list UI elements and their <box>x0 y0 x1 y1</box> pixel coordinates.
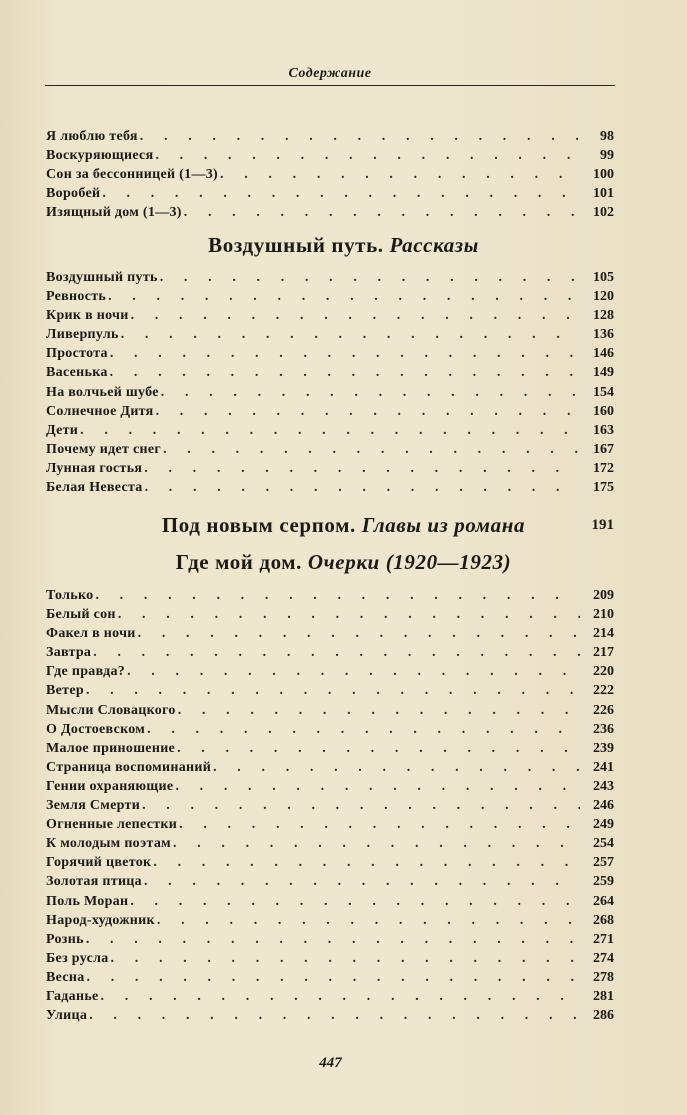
toc-entry-page: 154 <box>593 384 614 400</box>
toc-entry-page: 214 <box>593 626 614 642</box>
toc-entry-page: 264 <box>593 893 614 909</box>
dot-leader <box>127 662 580 681</box>
toc-entry-page: 160 <box>593 403 614 419</box>
dot-leader <box>179 815 580 834</box>
dot-leader <box>220 165 580 184</box>
toc-entry <box>46 662 614 681</box>
toc-entry <box>46 930 614 949</box>
toc-entry-title: Народ-художник <box>46 912 155 928</box>
toc-entry <box>46 1006 614 1025</box>
toc-entry-page: 257 <box>593 855 614 871</box>
toc-entry <box>46 758 614 777</box>
toc-entry-title: Огненные лепестки <box>46 817 178 833</box>
toc-entry-page: 222 <box>593 683 614 699</box>
toc-entry-title: Весна <box>46 969 85 985</box>
toc-group-poems <box>46 127 614 222</box>
toc-entry <box>46 440 614 459</box>
dot-leader <box>87 968 580 987</box>
section-title-sub: Рассказы <box>389 233 479 257</box>
toc-entry <box>46 325 614 344</box>
toc-entry-title: Крик в ночи <box>46 308 129 324</box>
toc-entry <box>46 184 614 203</box>
toc-entry-title: Гаданье <box>46 988 99 1004</box>
dot-leader <box>89 1006 580 1025</box>
toc-entry-title: Поль Моран <box>46 893 129 909</box>
toc-entry-page: 254 <box>593 836 614 852</box>
dot-leader <box>95 586 580 605</box>
toc-entry <box>46 949 614 968</box>
toc-entry-title: Гении охраняющие <box>46 778 174 794</box>
toc-entry-page: 136 <box>593 327 614 343</box>
toc-entry <box>46 165 614 184</box>
toc-entry-title: Лунная гостья <box>46 460 143 476</box>
toc-entry-page: 209 <box>593 588 614 603</box>
toc-entry <box>46 987 614 1006</box>
dot-leader <box>131 306 580 325</box>
toc-entry-page: 128 <box>593 308 614 324</box>
toc-group-essays <box>46 586 614 1025</box>
toc-entry <box>46 643 614 662</box>
dot-leader <box>142 796 580 815</box>
toc-entry <box>46 383 614 402</box>
toc-entry-title: Завтра <box>46 645 92 661</box>
page-number: 447 <box>319 1055 342 1071</box>
toc-entry-page: 281 <box>593 988 614 1004</box>
toc-entry-title: Ветер <box>46 683 84 699</box>
dot-leader <box>110 363 580 382</box>
toc-entry-page: 249 <box>593 817 614 833</box>
toc-entry-page: 220 <box>593 664 614 680</box>
toc-entry <box>46 624 614 643</box>
toc-entry-page: 259 <box>593 874 614 890</box>
dot-leader <box>155 146 580 165</box>
toc-entry <box>46 834 614 853</box>
toc-entry <box>46 815 614 834</box>
toc-entry-title: Воскуряющиеся <box>46 148 154 164</box>
dot-leader <box>138 624 580 643</box>
toc-entry <box>46 911 614 930</box>
toc-entry-title: Горячий цветок <box>46 855 152 871</box>
toc-entry-page: 105 <box>593 270 614 285</box>
toc-entry <box>46 796 614 815</box>
section-title-main: Воздушный путь. <box>208 233 384 257</box>
toc-entry-page: 101 <box>593 186 614 202</box>
toc-entry-title: Солнечное Дитя <box>46 403 154 419</box>
dot-leader <box>111 949 580 968</box>
toc-entry <box>46 459 614 478</box>
toc-entry <box>46 968 614 987</box>
toc-entry-title: Я люблю тебя <box>46 129 138 144</box>
dot-leader <box>86 930 580 949</box>
toc-entry <box>46 344 614 363</box>
toc-entry-title: Страница воспоминаний <box>46 759 212 775</box>
toc-entry-page: 172 <box>593 460 614 476</box>
section-title-main: Под новым серпом. <box>161 513 356 537</box>
toc-entry-title: Белая Невеста <box>46 480 143 496</box>
toc-entry-page: 278 <box>593 969 614 985</box>
running-head: Содержание <box>288 66 372 81</box>
toc-entry-title: Простота <box>46 346 108 362</box>
toc-entry <box>46 872 614 891</box>
toc-entry-page: 120 <box>593 289 614 305</box>
toc-entry-title: Где правда? <box>46 664 126 680</box>
toc-entry <box>46 421 614 440</box>
toc-entry-page: 268 <box>593 912 614 928</box>
toc-entry-title: Ливерпуль <box>46 327 119 343</box>
toc-entry <box>46 586 614 605</box>
toc-entry <box>46 853 614 872</box>
dot-leader <box>145 478 580 497</box>
section-title-air-path <box>0 233 687 258</box>
toc-entry <box>46 739 614 758</box>
toc-entry-page: 271 <box>593 931 614 947</box>
dot-leader <box>118 605 580 624</box>
dot-leader <box>110 344 580 363</box>
toc-entry-page: 149 <box>593 365 614 381</box>
toc-entry <box>46 605 614 624</box>
toc-entry-title: Изящный дом (1—3) <box>46 205 182 221</box>
toc-entry-title: Только <box>46 588 94 603</box>
toc-entry-page: 286 <box>593 1008 614 1024</box>
toc-entry-title: К молодым поэтам <box>46 836 171 852</box>
toc-entry-page: 243 <box>593 778 614 794</box>
dot-leader <box>213 758 580 777</box>
toc-entry <box>46 681 614 700</box>
dot-leader <box>102 184 580 203</box>
section-title-main: Где мой дом. <box>175 550 303 574</box>
toc-entry-title: Ревность <box>46 289 107 305</box>
toc-entry-title: Мысли Словацкого <box>46 702 176 718</box>
toc-entry-title: О Достоевском <box>46 721 146 737</box>
dot-leader <box>184 203 580 222</box>
toc-entry <box>46 892 614 911</box>
toc-entry <box>46 146 614 165</box>
toc-entry-page: 167 <box>593 441 614 457</box>
toc-entry <box>46 268 614 287</box>
toc-entry-page: 210 <box>593 607 614 623</box>
dot-leader <box>101 987 580 1006</box>
dot-leader <box>140 127 580 146</box>
toc-entry-page: 98 <box>600 129 614 144</box>
toc-entry-title: Сон за бессонницей (1—3) <box>46 167 219 183</box>
toc-entry <box>46 306 614 325</box>
dot-leader <box>160 268 580 287</box>
dot-leader <box>161 383 580 402</box>
toc-entry-title: Без русла <box>46 950 109 966</box>
toc-entry-title: Рознь <box>46 931 84 947</box>
section-title-sub: Главы из романа <box>361 513 526 537</box>
toc-entry <box>46 402 614 421</box>
header-rule <box>45 85 615 86</box>
dot-leader <box>147 720 580 739</box>
dot-leader <box>175 777 580 796</box>
dot-leader <box>144 459 580 478</box>
toc-entry <box>46 701 614 720</box>
dot-leader <box>178 701 580 720</box>
toc-entry-title: Факел в ночи <box>46 626 136 642</box>
toc-entry-page: 239 <box>593 740 614 756</box>
toc-entry-title: Воздушный путь <box>46 270 158 285</box>
dot-leader <box>93 643 580 662</box>
toc-entry-title: Дети <box>46 422 79 438</box>
toc-entry-title: Земля Смерти <box>46 798 141 814</box>
toc-entry-page: 236 <box>593 721 614 737</box>
toc-entry-page: 163 <box>593 422 614 438</box>
toc-entry-title: Малое приношение <box>46 740 176 756</box>
toc-group-stories <box>46 268 614 497</box>
toc-entry-page: 146 <box>593 346 614 362</box>
dot-leader <box>173 834 580 853</box>
dot-leader <box>80 421 580 440</box>
toc-entry-title: Почему идет снег <box>46 441 162 457</box>
toc-entry-page: 102 <box>593 205 614 221</box>
toc-entry-page: 274 <box>593 950 614 966</box>
toc-entry <box>46 287 614 306</box>
toc-entry-title: На волчьей шубе <box>46 384 159 400</box>
toc-entry <box>46 478 614 497</box>
toc-entry-title: Васенька <box>46 365 108 381</box>
toc-entry <box>46 203 614 222</box>
toc-entry <box>46 127 614 146</box>
dot-leader <box>86 681 580 700</box>
dot-leader <box>177 739 580 758</box>
toc-entry-title: Золотая птица <box>46 874 142 890</box>
dot-leader <box>108 287 580 306</box>
toc-entry-title: Белый сон <box>46 607 116 623</box>
toc-entry <box>46 363 614 382</box>
dot-leader <box>130 892 580 911</box>
toc-entry-page: 100 <box>593 167 614 183</box>
dot-leader <box>157 911 580 930</box>
toc-entry <box>46 777 614 796</box>
section-title-sub: Очерки (1920—1923) <box>307 550 512 574</box>
section-title-my-home <box>0 550 687 575</box>
dot-leader <box>121 325 580 344</box>
dot-leader <box>144 872 580 891</box>
toc-entry-page: 246 <box>593 798 614 814</box>
dot-leader <box>156 402 580 421</box>
dot-leader <box>163 440 580 459</box>
toc-entry-page: 217 <box>593 645 614 661</box>
toc-entry <box>46 720 614 739</box>
section-page-number: 191 <box>591 517 614 533</box>
toc-entry-page: 226 <box>593 702 614 718</box>
toc-entry-page: 175 <box>593 480 614 496</box>
toc-entry-title: Воробей <box>46 186 101 202</box>
toc-entry-page: 99 <box>600 148 614 164</box>
toc-entry-title: Улица <box>46 1008 88 1024</box>
toc-entry-page: 241 <box>593 759 614 775</box>
dot-leader <box>153 853 580 872</box>
